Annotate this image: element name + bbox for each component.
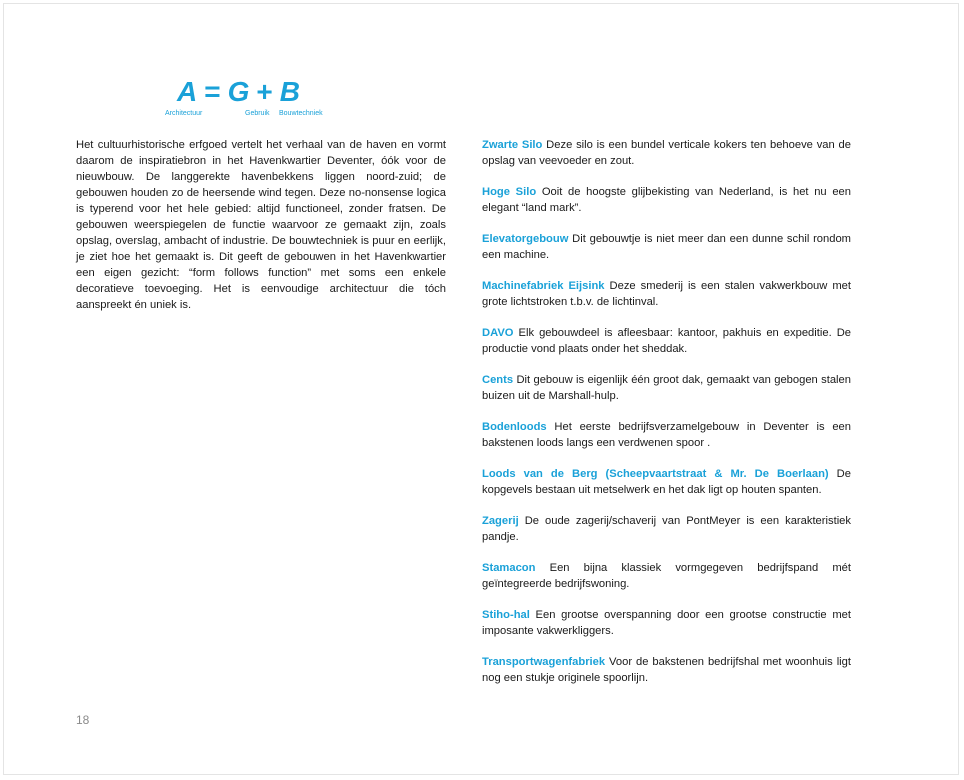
- building-description: De kopgevels bestaan uit metselwerk en het dak ligt op houten spanten.: [482, 468, 851, 496]
- building-entry: [482, 278, 851, 310]
- building-name: Stiho-hal: [482, 609, 530, 621]
- building-name: Loods van de Berg (Scheepvaartstraat & Mr. De Boerlaan): [482, 468, 829, 480]
- formula-equals: =: [204, 76, 222, 107]
- building-description: Een bijna klassiek vormgegeven bedrijfspand mét geïntegreerde bedrijfswoning.: [482, 562, 851, 590]
- building-description: Het eerste bedrijfsverzamelgebouw in Deventer is een bakstenen loods langs een verdwenen spoor .: [482, 421, 851, 449]
- formula-label-architectuur: Architectuur: [165, 110, 203, 117]
- building-description: Deze silo is een bundel verticale kokers ten behoeve van de opslag van veevoeder en zout.: [482, 139, 851, 167]
- building-entry: [482, 513, 851, 545]
- building-description: Deze smederij is een stalen vakwerkbouw met grote lichtstroken t.b.v. de lichtinval.: [482, 280, 851, 308]
- page-number: 18: [76, 713, 90, 727]
- building-name: Stamacon: [482, 562, 536, 574]
- building-entry: [482, 325, 851, 357]
- building-entry: [482, 560, 851, 592]
- building-entry: [482, 654, 851, 686]
- building-description: De oude zagerij/schaverij van PontMeyer is een karakteristiek pandje.: [482, 515, 851, 543]
- formula-label-bouwtechniek: Bouwtechniek: [279, 110, 323, 117]
- building-description: Een grootse overspanning door een grootse constructie met imposante vakwerkliggers.: [482, 609, 851, 637]
- formula-plus: +: [256, 76, 274, 107]
- building-name: DAVO: [482, 327, 514, 339]
- intro-paragraph: Het cultuurhistorische erfgoed vertelt het verhaal van de haven en vormt daarom de inspiratiebron in het Havenkwartier Deventer, óók voor de nieuwbouw. De langgerekte havenbekkens liggen noord-zuid; de gebouwen houden zo de heersende wind tegen. Deze no-nonsense logica is typerend voor het hele gebied: altijd functioneel, zonder fratsen. De gebouwen weerspiegelen de functie waarvoor ze gemaakt zijn, zoals opslag, overslag, ambacht of industrie. De bouwtechniek is puur en eerlijk, je ziet hoe het gemaakt is. Dit geeft de gebouwen in het Havenkwartier een eigen gezicht: “form follows function” met soms een enkele decoratieve toevoeging. Het is eenvoudige architectuur die tóch aanspreekt én uniek is.: [76, 139, 446, 311]
- formula-heading: [160, 76, 340, 126]
- building-name: Machinefabriek Eijsink: [482, 280, 605, 292]
- formula-b: B: [279, 76, 301, 107]
- formula-label-gebruik: Gebruik: [245, 110, 270, 117]
- formula-g: G: [227, 76, 251, 107]
- building-description: Dit gebouw is eigenlijk één groot dak, gemaakt van gebogen stalen buizen uit de Marshall-hulp.: [482, 374, 851, 402]
- building-list: [482, 137, 851, 701]
- building-entry: [482, 137, 851, 169]
- building-entry: [482, 419, 851, 451]
- building-name: Hoge Silo: [482, 186, 537, 198]
- building-description: Voor de bakstenen bedrijfshal met woonhuis ligt nog een stukje originele spoorlijn.: [482, 656, 851, 684]
- building-name: Cents: [482, 374, 514, 386]
- building-name: Zagerij: [482, 515, 519, 527]
- building-entry: [482, 466, 851, 498]
- building-name: Elevatorgebouw: [482, 233, 569, 245]
- building-name: Zwarte Silo: [482, 139, 543, 151]
- building-name: Transportwagenfabriek: [482, 656, 606, 668]
- building-description: Elk gebouwdeel is afleesbaar: kantoor, pakhuis en expeditie. De productie vond plaats onder het sheddak.: [482, 327, 851, 355]
- building-entry: [482, 607, 851, 639]
- building-description: Ooit de hoogste glijbekisting van Nederland, is het nu een elegant “land mark”.: [482, 186, 851, 214]
- building-entry: [482, 231, 851, 263]
- formula-a: A: [177, 76, 199, 107]
- formula-equation: [177, 76, 301, 108]
- building-description: Dit gebouwtje is niet meer dan een dunne schil rondom een machine.: [482, 233, 851, 261]
- building-entry: [482, 372, 851, 404]
- building-entry: [482, 184, 851, 216]
- building-name: Bodenloods: [482, 421, 547, 433]
